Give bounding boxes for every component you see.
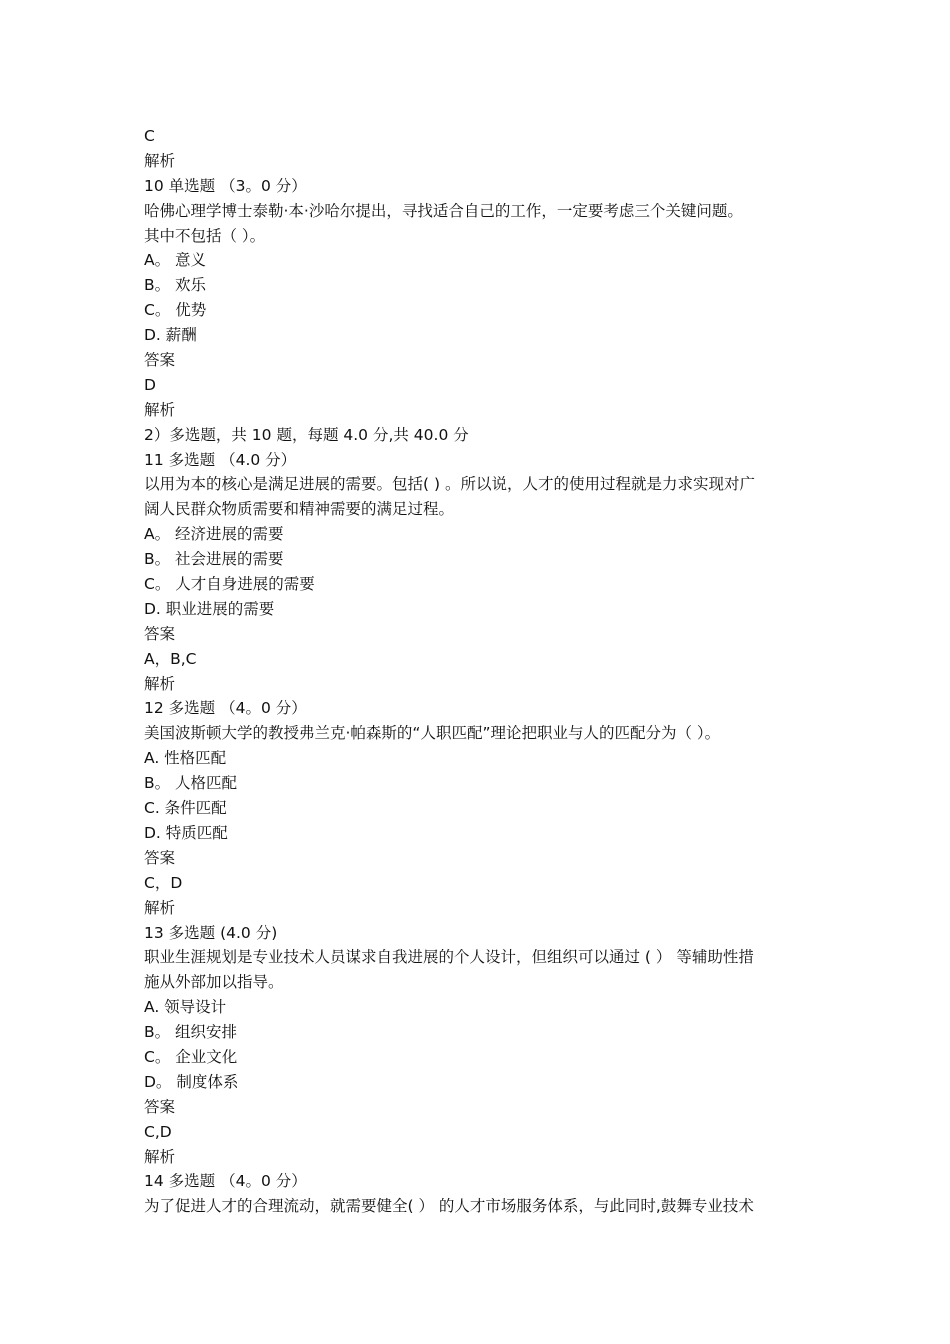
option-b: B。 欢乐	[144, 276, 207, 295]
question-text: 哈佛心理学博士泰勒·本·沙哈尔提出，寻找适合自己的工作，一定要考虑三个关键问题。	[144, 201, 743, 220]
answer-value: C	[144, 127, 155, 145]
question-text: 阔人民群众物质需要和精神需要的满足过程。	[144, 500, 455, 519]
question-header: 13 多选题 (4.0 分)	[144, 923, 278, 942]
answer-value: C，D	[144, 873, 183, 892]
question-header: 10 单选题 （3。0 分）	[144, 176, 307, 195]
document-page	[144, 124, 814, 1219]
answer-value: A，B,C	[144, 649, 197, 668]
option-d: D. 职业进展的需要	[144, 599, 275, 618]
question-text: 施从外部加以指导。	[144, 973, 284, 992]
option-d: D. 薪酬	[144, 326, 197, 345]
question-text: 其中不包括（ ）。	[144, 226, 266, 245]
option-c: C。 优势	[144, 301, 207, 320]
option-c: C. 条件匹配	[144, 799, 227, 818]
option-c: C。 企业文化	[144, 1047, 238, 1066]
analysis-label: 解析	[144, 400, 176, 419]
question-text: 美国波斯顿大学的教授弗兰克·帕森斯的“人职匹配”理论把职业与人的匹配分为（ ）。	[144, 724, 721, 743]
answer-label: 答案	[144, 351, 176, 370]
answer-label: 答案	[144, 848, 176, 867]
section-header: 2）多选题，共 10 题，每题 4.0 分,共 40.0 分	[144, 425, 469, 444]
question-header: 12 多选题 （4。0 分）	[144, 699, 307, 718]
option-b: B。 人格匹配	[144, 774, 238, 793]
analysis-label: 解析	[144, 674, 176, 693]
option-a: A。 经济进展的需要	[144, 525, 284, 544]
question-text: 为了促进人才的合理流动，就需要健全( ） 的人才市场服务体系，与此同时,鼓舞专业技术	[144, 1197, 754, 1216]
answer-value: D	[144, 375, 156, 394]
question-header: 14 多选题 （4。0 分）	[144, 1172, 307, 1191]
option-d: D. 特质匹配	[144, 823, 228, 842]
analysis-label: 解析	[144, 898, 176, 917]
option-b: B。 组织安排	[144, 1023, 238, 1042]
question-text: 职业生涯规划是专业技术人员谋求自我进展的个人设计，但组织可以通过 ( ） 等辅助性措	[144, 948, 754, 967]
answer-value: C,D	[144, 1122, 172, 1141]
answer-label: 答案	[144, 1097, 176, 1116]
answer-label: 答案	[144, 624, 176, 643]
option-d: D。 制度体系	[144, 1072, 239, 1091]
question-header: 11 多选题 （4.0 分）	[144, 450, 297, 469]
question-text: 以用为本的核心是满足进展的需要。包括( ) 。所以说，人才的使用过程就是力求实现对广	[144, 475, 755, 494]
analysis-label: 解析	[144, 1147, 176, 1166]
option-b: B。 社会进展的需要	[144, 550, 284, 569]
option-a: A。 意义	[144, 251, 207, 270]
option-a: A. 性格匹配	[144, 749, 227, 768]
option-a: A. 领导设计	[144, 998, 227, 1017]
analysis-label: 解析	[144, 151, 176, 170]
option-c: C。 人才自身进展的需要	[144, 575, 315, 594]
